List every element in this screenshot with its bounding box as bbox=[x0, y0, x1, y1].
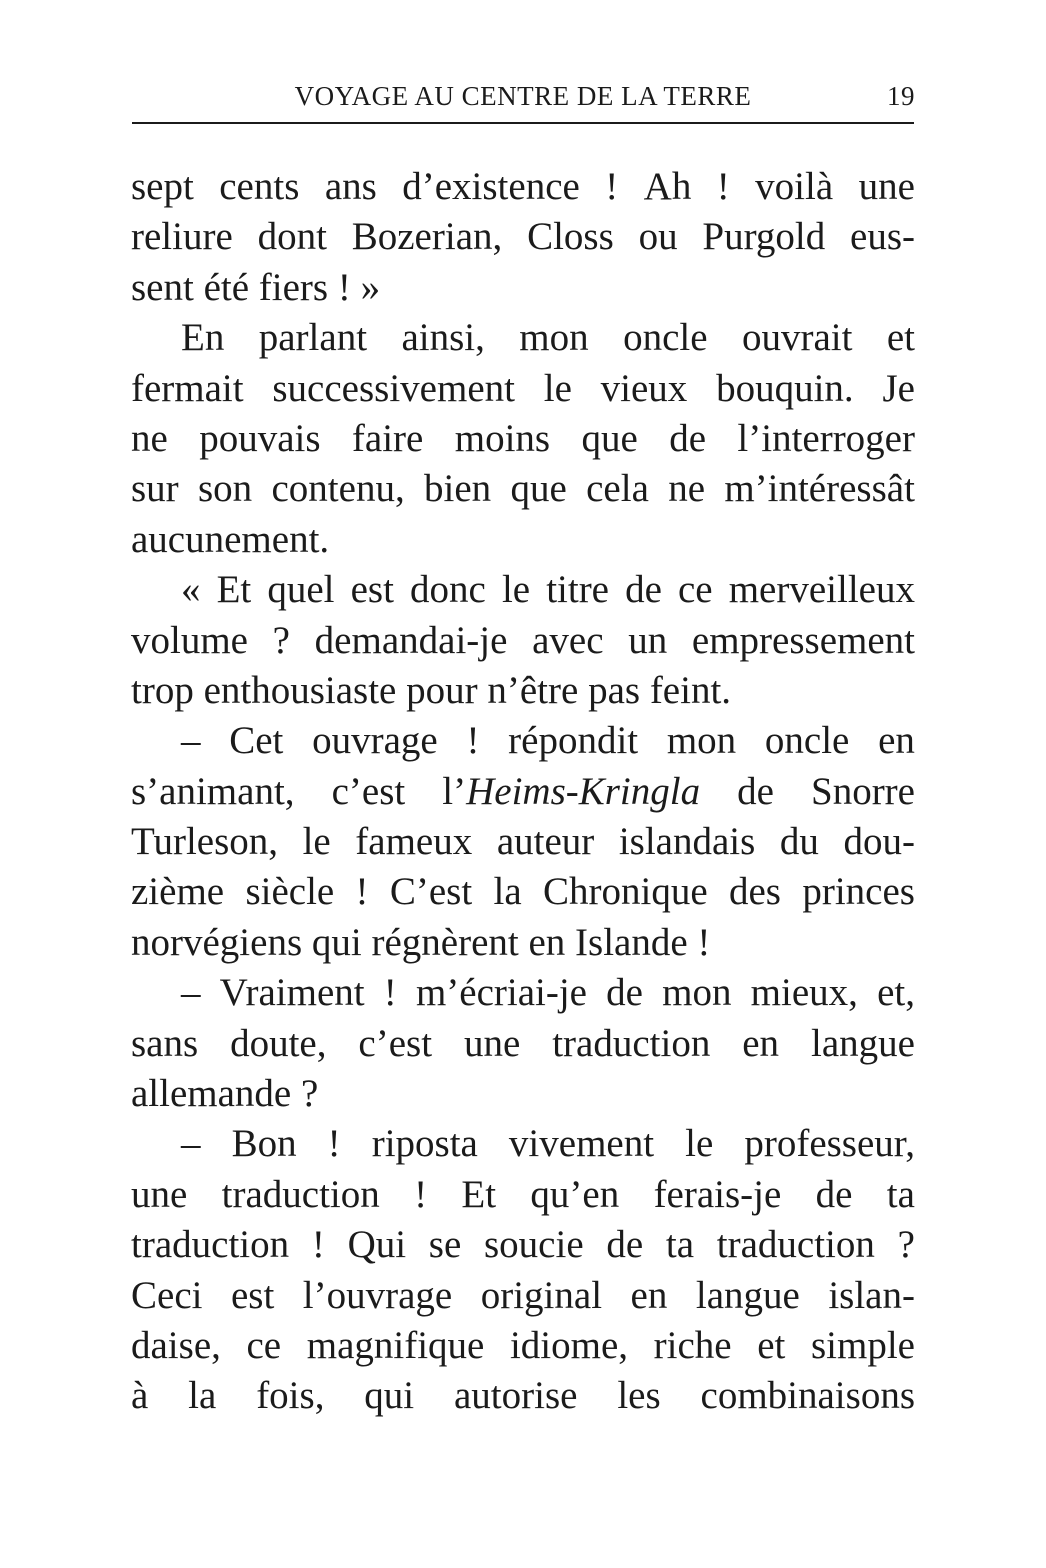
word: simple bbox=[810, 1323, 915, 1367]
word: Closs bbox=[527, 215, 614, 259]
word: régnèrent bbox=[371, 920, 519, 964]
word: voilà bbox=[755, 165, 834, 208]
word: empressement bbox=[691, 618, 915, 662]
word: en bbox=[878, 719, 915, 763]
word: s’animant, bbox=[131, 769, 295, 813]
word: allemande bbox=[131, 1072, 292, 1116]
word: son bbox=[197, 467, 253, 511]
text-line bbox=[131, 212, 915, 262]
word: islandais bbox=[618, 820, 756, 864]
word: auteur bbox=[496, 820, 595, 864]
word: ! bbox=[605, 165, 619, 208]
word: sans bbox=[131, 1021, 199, 1065]
word: » bbox=[360, 265, 381, 309]
word: Qui bbox=[347, 1223, 407, 1267]
word: mieux, bbox=[750, 971, 858, 1015]
word: l’Heims-Kringla bbox=[442, 769, 701, 813]
word: professeur, bbox=[744, 1122, 915, 1166]
word: eus- bbox=[850, 215, 915, 259]
word: ouvrage bbox=[312, 719, 438, 763]
word: « bbox=[181, 568, 201, 612]
word: fermait bbox=[131, 366, 244, 410]
word: Bon bbox=[231, 1122, 297, 1166]
word: quel bbox=[267, 568, 335, 612]
word: traduction bbox=[131, 1223, 290, 1267]
word: Je bbox=[882, 366, 915, 410]
word: – bbox=[181, 971, 201, 1015]
word: demandai-je bbox=[314, 618, 508, 662]
word: n’être bbox=[487, 668, 579, 712]
word: traduction bbox=[221, 1172, 380, 1216]
word: magnifique bbox=[306, 1323, 485, 1367]
word: titre bbox=[546, 568, 609, 612]
word: en bbox=[528, 920, 566, 964]
word: parlant bbox=[258, 316, 368, 360]
word: fameux bbox=[355, 820, 473, 864]
word: traduction bbox=[716, 1223, 875, 1267]
word: qui bbox=[364, 1374, 415, 1418]
word: ! bbox=[716, 165, 730, 208]
word: – bbox=[181, 719, 201, 763]
text-line bbox=[131, 364, 915, 414]
text-line bbox=[131, 1119, 915, 1169]
text-line bbox=[131, 1069, 915, 1119]
word: pouvais bbox=[199, 416, 321, 460]
word: c’est bbox=[358, 1021, 433, 1065]
text-line bbox=[131, 817, 915, 867]
word: ce bbox=[678, 568, 713, 612]
word: de bbox=[737, 769, 774, 813]
word: de bbox=[606, 1223, 644, 1267]
word: idiome, bbox=[509, 1323, 629, 1367]
word: un bbox=[628, 618, 668, 662]
word: En bbox=[181, 316, 225, 360]
word: le bbox=[543, 366, 572, 410]
word: trop bbox=[131, 668, 194, 712]
word: ouvrait bbox=[741, 316, 853, 360]
text-line bbox=[131, 1170, 915, 1220]
word: sept bbox=[131, 165, 194, 208]
text-line bbox=[131, 918, 915, 968]
word: Vraiment bbox=[219, 971, 365, 1015]
word: ? bbox=[272, 618, 290, 662]
word: moins bbox=[454, 416, 551, 460]
word: ta bbox=[665, 1223, 695, 1267]
word: merveilleux bbox=[728, 568, 915, 612]
word: Ah bbox=[643, 165, 692, 208]
word: oncle bbox=[764, 719, 850, 763]
word: original bbox=[480, 1273, 603, 1317]
word: soucie bbox=[484, 1223, 584, 1267]
word: bien bbox=[424, 467, 492, 511]
word: traduction bbox=[552, 1021, 711, 1065]
paragraph bbox=[131, 162, 915, 313]
word: ? bbox=[301, 1072, 319, 1116]
word: une bbox=[463, 1021, 521, 1065]
word: vieux bbox=[600, 366, 688, 410]
word: de bbox=[669, 416, 707, 460]
word: ce bbox=[246, 1323, 282, 1367]
word: des bbox=[729, 870, 781, 914]
page-title: VOYAGE AU CENTRE DE LA TERRE bbox=[294, 81, 752, 111]
body-text bbox=[131, 162, 915, 1422]
text-line bbox=[131, 464, 915, 514]
text-line bbox=[131, 867, 915, 917]
paragraph bbox=[131, 565, 915, 716]
word: ! bbox=[337, 265, 351, 309]
word: reliure bbox=[131, 215, 233, 259]
word: Cet bbox=[229, 719, 284, 763]
word: à bbox=[131, 1374, 149, 1418]
paragraph bbox=[131, 1119, 915, 1421]
word: contenu, bbox=[271, 467, 405, 511]
word: le bbox=[501, 568, 531, 612]
word: ! bbox=[383, 971, 397, 1015]
word: successivement bbox=[272, 366, 515, 410]
word: c’est bbox=[331, 769, 406, 813]
word: qu’en bbox=[530, 1172, 620, 1216]
text-line bbox=[131, 414, 915, 464]
word: enthousiaste bbox=[203, 668, 397, 712]
word: ne bbox=[131, 416, 168, 460]
word: Turleson, bbox=[131, 820, 279, 864]
word: mon bbox=[662, 971, 732, 1015]
word: Purgold bbox=[702, 215, 826, 259]
word: Snorre bbox=[811, 769, 915, 813]
word: riposta bbox=[371, 1122, 478, 1166]
word: autorise bbox=[454, 1374, 578, 1418]
word: l’ouvrage bbox=[302, 1273, 453, 1317]
word: ans bbox=[324, 165, 377, 208]
word: sent bbox=[131, 265, 194, 309]
word: m’intéressât bbox=[724, 467, 915, 511]
word: oncle bbox=[623, 316, 708, 360]
word: en bbox=[630, 1273, 668, 1317]
word: aucunement. bbox=[131, 517, 330, 561]
paragraph bbox=[131, 716, 915, 968]
word: langue bbox=[695, 1273, 800, 1317]
word: ! bbox=[697, 920, 711, 964]
word: la bbox=[493, 870, 522, 914]
word: dont bbox=[257, 215, 327, 259]
word: fois, bbox=[256, 1374, 325, 1418]
text-line bbox=[131, 1220, 915, 1270]
text-line bbox=[131, 616, 915, 666]
word: qui bbox=[311, 920, 362, 964]
word: Et bbox=[461, 1172, 497, 1216]
word: zième bbox=[131, 870, 225, 914]
text-line bbox=[131, 666, 915, 716]
word: ta bbox=[886, 1172, 915, 1216]
word: du bbox=[779, 820, 819, 864]
word: se bbox=[428, 1223, 462, 1267]
word: le bbox=[685, 1122, 714, 1166]
word: vivement bbox=[508, 1122, 655, 1166]
word: pas bbox=[588, 668, 641, 712]
word: mon bbox=[666, 719, 737, 763]
text-line bbox=[131, 1371, 915, 1421]
word: Et bbox=[216, 568, 252, 612]
word: ? bbox=[897, 1223, 915, 1267]
word: dou- bbox=[843, 820, 915, 864]
word: l’interroger bbox=[737, 416, 915, 460]
paragraph bbox=[131, 313, 915, 565]
word: sur bbox=[131, 467, 179, 511]
word: ou bbox=[638, 215, 678, 259]
word: une bbox=[131, 1172, 188, 1216]
word: princes bbox=[802, 870, 915, 914]
word: ! bbox=[466, 719, 480, 763]
word: bouquin. bbox=[716, 366, 854, 410]
text-line bbox=[131, 313, 915, 363]
word: ferais-je bbox=[653, 1172, 782, 1216]
word: le bbox=[302, 820, 331, 864]
word: une bbox=[858, 165, 915, 208]
word: répondit bbox=[508, 719, 639, 763]
text-line bbox=[131, 565, 915, 615]
word: ! bbox=[327, 1122, 341, 1166]
word: mon bbox=[519, 316, 589, 360]
word: été bbox=[203, 265, 250, 309]
text-line bbox=[131, 968, 915, 1018]
word: et bbox=[886, 316, 915, 360]
word: m’écriai-je bbox=[415, 971, 587, 1015]
word: ne bbox=[668, 467, 705, 511]
word: norvégiens bbox=[131, 920, 303, 964]
word: et, bbox=[877, 971, 915, 1015]
word: Bozerian, bbox=[351, 215, 503, 259]
word: ! bbox=[355, 870, 369, 914]
word: langue bbox=[810, 1021, 915, 1065]
word: est bbox=[350, 568, 394, 612]
word: feint. bbox=[649, 668, 732, 712]
word: d’existence bbox=[402, 165, 580, 208]
word: est bbox=[230, 1273, 275, 1317]
text-line bbox=[131, 1321, 915, 1371]
word: en bbox=[742, 1021, 780, 1065]
word: Islande bbox=[575, 920, 688, 964]
paragraph bbox=[131, 968, 915, 1119]
word: islan- bbox=[828, 1273, 915, 1317]
word: faire bbox=[351, 416, 424, 460]
text-line bbox=[131, 263, 915, 313]
word: donc bbox=[410, 568, 486, 612]
word: que bbox=[581, 416, 638, 460]
text-line bbox=[131, 767, 915, 817]
word: daise, bbox=[131, 1323, 221, 1367]
word: Ceci bbox=[131, 1273, 203, 1317]
word: et bbox=[757, 1323, 786, 1367]
word: volume bbox=[131, 618, 248, 662]
word: de bbox=[815, 1172, 853, 1216]
word: de bbox=[625, 568, 662, 612]
word: doute, bbox=[230, 1021, 327, 1065]
word: fiers bbox=[258, 265, 329, 309]
page-number: 19 bbox=[887, 81, 915, 111]
word: C’est bbox=[389, 870, 473, 914]
text-line bbox=[131, 1019, 915, 1069]
text-line bbox=[131, 162, 915, 212]
word: riche bbox=[653, 1323, 732, 1367]
text-line bbox=[131, 716, 915, 766]
running-header bbox=[131, 80, 915, 112]
word: ! bbox=[414, 1172, 428, 1216]
word: avec bbox=[532, 618, 604, 662]
word: siècle bbox=[245, 870, 335, 914]
word: ! bbox=[311, 1223, 325, 1267]
text-line bbox=[131, 1271, 915, 1321]
word: la bbox=[188, 1374, 217, 1418]
word: ainsi, bbox=[401, 316, 485, 360]
word: Chronique bbox=[543, 870, 708, 914]
word: combinaisons bbox=[700, 1374, 915, 1418]
text-line bbox=[131, 515, 915, 565]
word: que bbox=[510, 467, 567, 511]
word: cents bbox=[219, 165, 300, 208]
header-rule bbox=[132, 122, 914, 124]
word: de bbox=[606, 971, 643, 1015]
word: pour bbox=[406, 668, 478, 712]
word: – bbox=[181, 1122, 201, 1166]
word: cela bbox=[586, 467, 649, 511]
word: les bbox=[617, 1374, 661, 1418]
